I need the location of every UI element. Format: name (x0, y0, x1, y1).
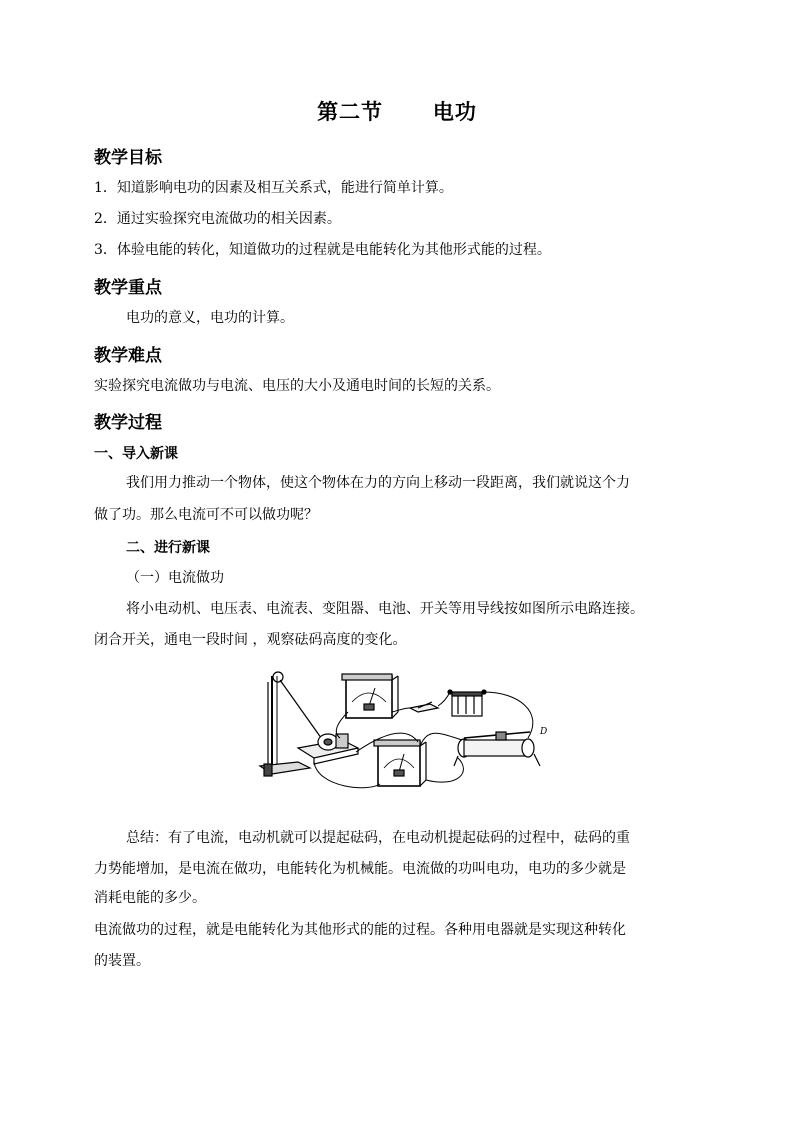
objectives-heading: 教学目标 (94, 148, 162, 168)
summary-text-line: 消耗电能的多少。 (94, 890, 206, 906)
objective-item: 2．通过实验探究电流做功的相关因素。 (94, 211, 341, 227)
key-points-heading: 教学重点 (94, 278, 162, 298)
rheostat (454, 732, 540, 766)
objective-item: 3．体验电能的转化，知道做功的过程就是电能转化为其他形式能的过程。 (94, 242, 551, 258)
intro-text-line: 我们用力推动一个物体，使这个物体在力的方向上移动一段距离，我们就说这个力 (126, 475, 630, 491)
process-heading: 教学过程 (94, 413, 162, 433)
page-title: 第二节 电功 (317, 100, 477, 124)
ammeter (374, 740, 426, 786)
key-points-text: 电功的意义，电功的计算。 (126, 310, 294, 326)
intro-text-line: 做了功。那么电流可不可以做功呢？ (94, 507, 318, 523)
experiment-text-line: 将小电动机、电压表、电流表、变阻器、电池、开关等用导线按如图所示电路连接。 (126, 601, 644, 617)
summary-text-line: 力势能增加，是电流在做功，电能转化为机械能。电流做的功叫电功，电功的多少就是 (94, 861, 626, 877)
circuit-experiment-figure (258, 662, 558, 794)
switch (410, 702, 438, 712)
conclusion-text-line: 电流做功的过程，就是电能转化为其他形式的能的过程。各种用电器就是实现这种转化 (94, 922, 626, 938)
difficulties-text: 实验探究电流做功与电流、电压的大小及通电时间的长短的关系。 (94, 378, 500, 394)
voltmeter (342, 674, 398, 718)
conclusion-text-line: 的装置。 (94, 953, 150, 969)
summary-text-line: 总结：有了电流，电动机就可以提起砝码，在电动机提起砝码的过程中，砝码的重 (126, 830, 630, 846)
battery (448, 690, 486, 716)
subsection-heading: （一）电流做功 (126, 570, 224, 586)
figure-label-d: D (540, 727, 548, 737)
new-lesson-heading: 二、进行新课 (126, 540, 210, 556)
electric-motor (298, 734, 358, 764)
intro-heading: 一、导入新课 (94, 446, 178, 462)
objective-item: 1．知道影响电功的因素及相互关系式，能进行简单计算。 (94, 180, 453, 196)
difficulties-heading: 教学难点 (94, 346, 162, 366)
experiment-text-line: 闭合开关，通电一段时间 ，观察砝码高度的变化。 (94, 632, 407, 648)
